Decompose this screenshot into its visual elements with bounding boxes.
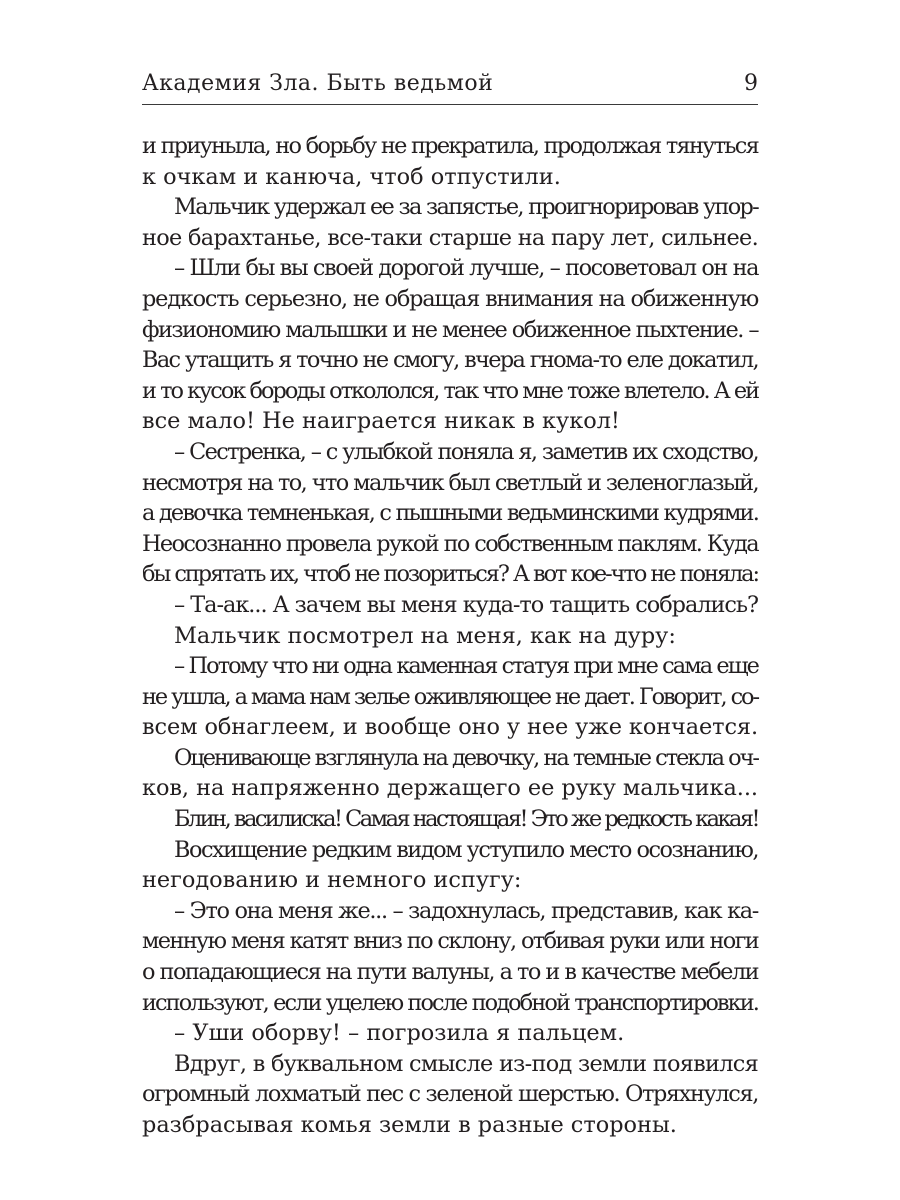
paragraph-line: – Шли бы вы своей дорогой лучше, – посоветовал он на — [174, 255, 758, 282]
page-number: 9 — [744, 71, 758, 96]
paragraph-line: несмотря на то, что мальчик был светлый и зеленоглазый, — [142, 469, 759, 496]
paragraph-line: и то кусок бороды откололся, так что мне тоже влетело. А ей — [142, 377, 759, 404]
paragraph-line: Блин, василиска! Самая настоящая! Это же редкость какая! — [174, 806, 759, 833]
paragraph-line: – Потому что ни одна каменная статуя при мне сама еще — [174, 653, 759, 680]
paragraph-line: огромный лохматый пес с зеленой шерстью. Отряхнулся, — [142, 1081, 759, 1108]
paragraph-line: используют, если уцелею после подобной транспортировки. — [142, 989, 759, 1016]
paragraph-line: Восхищение редким видом уступило место осознанию, — [174, 836, 758, 863]
paragraph-line: негодованию и немного испугу: — [142, 867, 522, 894]
paragraph-line: – Та-ак... А зачем вы меня куда-то тащить собрались? — [174, 591, 758, 618]
paragraph-line: физиономию малышки и не менее обиженное пыхтение. – — [142, 316, 758, 343]
paragraph-line: ное барахтанье, все-таки старше на пару лет, сильнее. — [142, 224, 759, 251]
paragraph-line: не ушла, а мама нам зелье оживляющее не дает. Говорит, со- — [142, 683, 758, 710]
paragraph-line: – Это она меня же... – задохнулась, представив, как ка- — [174, 897, 759, 924]
paragraph-line: к очкам и канюча, чтоб отпустили. — [142, 163, 561, 190]
paragraph-line: редкость серьезно, не обращая внимания на обиженную — [142, 285, 758, 312]
paragraph-line: и приуныла, но борьбу не прекратила, продолжая тянуться — [142, 133, 758, 159]
paragraph-line: а девочка темненькая, с пышными ведьминскими кудрями. — [142, 500, 759, 527]
paragraph-line: Мальчик посмотрел на меня, как на дуру: — [174, 622, 676, 649]
paragraph-line: ков, на напряженно держащего ее руку мальчика... — [142, 775, 758, 802]
paragraph-line: всем обнаглеем, и вообще оно у нее уже кончается. — [142, 714, 758, 741]
paragraph-line: менную меня катят вниз по склону, отбивая руки или ноги — [142, 928, 758, 955]
paragraph-line: разбрасывая комья земли в разные стороны. — [142, 1112, 677, 1138]
paragraph-line: Оценивающе взглянула на девочку, на темные стекла оч- — [174, 744, 759, 771]
paragraph-line: бы спрятать их, чтоб не позориться? А вот кое-что не поняла: — [142, 561, 758, 588]
body-text — [142, 131, 758, 1141]
paragraph-line: Мальчик удержал ее за запястье, проигнорировав упор- — [174, 194, 759, 221]
paragraph-line: – Сестренка, – с улыбкой поняла я, заметив их сходство, — [174, 438, 759, 465]
paragraph-line: – Уши оборву! – погрозила я пальцем. — [174, 1020, 625, 1047]
page-header — [142, 60, 758, 105]
paragraph-line: Вас утащить я точно не смогу, вчера гнома-то еле докатил, — [142, 347, 758, 374]
paragraph-line: Вдруг, в буквальном смысле из-под земли появился — [174, 1050, 758, 1077]
running-title: Академия Зла. Быть ведьмой — [142, 71, 494, 96]
paragraph-line: все мало! Не наиграется никак в кукол! — [142, 408, 620, 435]
paragraph-line: Неосознанно провела рукой по собственным паклям. Куда — [142, 530, 758, 557]
paragraph-line: о попадающиеся на пути валуны, а то и в качестве мебели — [142, 959, 758, 986]
